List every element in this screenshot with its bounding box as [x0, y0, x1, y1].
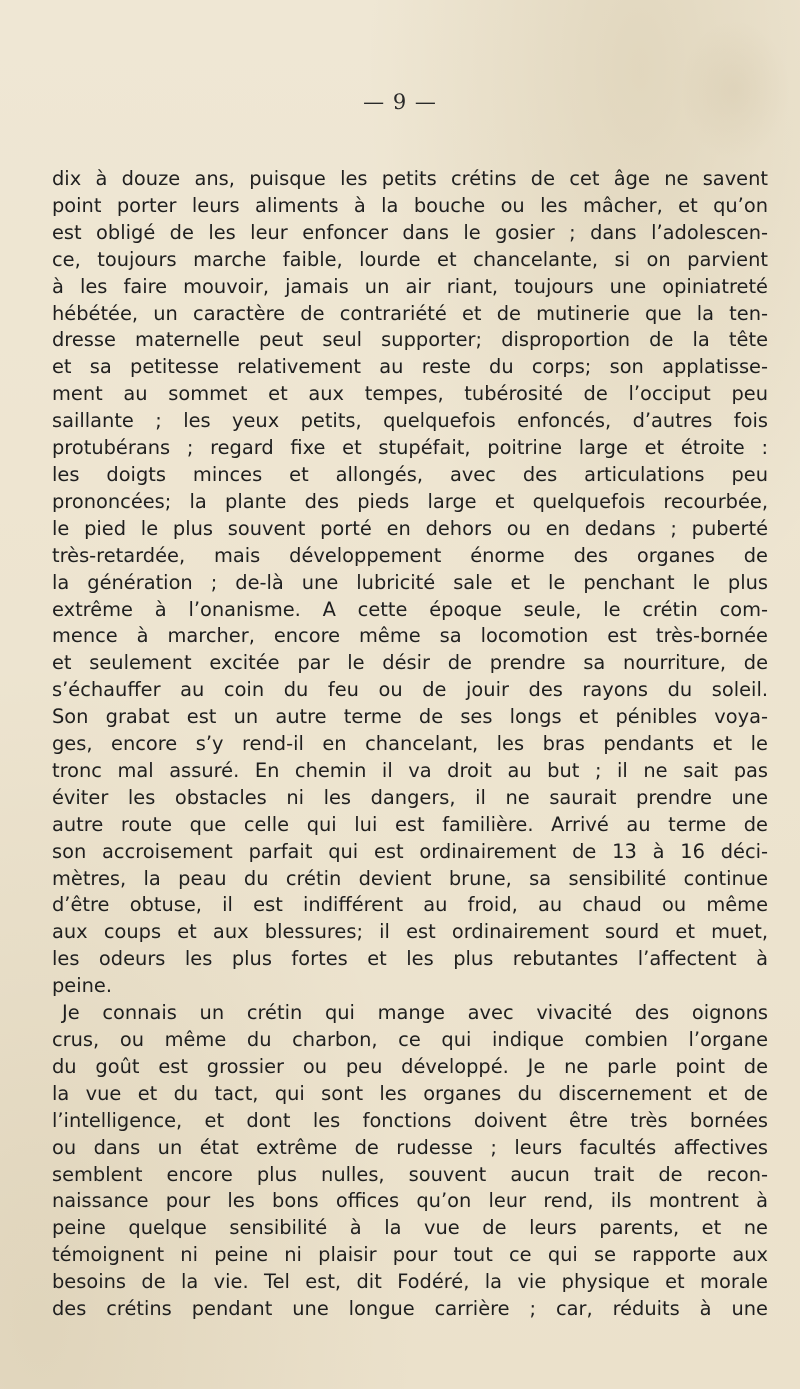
text-line: la vue et du tact, qui sont les organes du discernement et de [52, 1081, 768, 1105]
text-line: ment au sommet et aux tempes, tubérosité de l’occiput peu [52, 382, 768, 406]
text-line: son accroisement parfait qui est ordinairement de 13 à 16 déci- [52, 839, 768, 863]
text-line: témoignent ni peine ni plaisir pour tout ce qui se rapporte aux [52, 1243, 768, 1267]
text-line: la génération ; de-là une lubricité sale et le penchant le plus [52, 570, 768, 594]
text-line: d’être obtuse, il est indifférent au froid, au chaud ou même [52, 893, 768, 917]
text-line: et seulement excitée par le désir de prendre sa nourriture, de [52, 651, 768, 675]
text-line: peine. [52, 974, 113, 998]
text-line: protubérans ; regard fixe et stupéfait, poitrine large et étroite : [52, 436, 768, 460]
text-line: à les faire mouvoir, jamais un air riant, toujours une opiniatreté [52, 274, 768, 298]
text-line: saillante ; les yeux petits, quelquefois enfoncés, d’autres fois [52, 409, 768, 433]
text-line: prononcées; la plante des pieds large et quelquefois recourbée, [52, 489, 768, 513]
text-line: l’intelligence, et dont les fonctions doivent être très bornées [52, 1108, 768, 1132]
text-line: et sa petitesse relativement au reste du corps; son applatisse- [52, 355, 768, 379]
text-line: ges, encore s’y rend-il en chancelant, les bras pendants et le [52, 732, 768, 756]
text-line: des crétins pendant une longue carrière ; car, réduits à une [52, 1297, 768, 1321]
text-line: Son grabat est un autre terme de ses longs et pénibles voya- [52, 705, 768, 729]
text-line: point porter leurs aliments à la bouche ou les mâcher, et qu’on [52, 193, 768, 217]
text-line: dix à douze ans, puisque les petits crétins de cet âge ne savent [52, 167, 768, 190]
text-line: ce, toujours marche faible, lourde et chancelante, si on parvient [52, 247, 768, 271]
body-text [52, 166, 768, 1323]
text-line: ou dans un état extrême de rudesse ; leurs facultés affectives [52, 1135, 768, 1159]
text-line: Je connais un crétin qui mange avec vivacité des oignons [62, 1001, 768, 1025]
text-line: extrême à l’onanisme. A cette époque seule, le crétin com- [52, 597, 768, 621]
text-line: aux coups et aux blessures; il est ordinairement sourd et muet, [52, 920, 768, 944]
text-line: est obligé de les leur enfoncer dans le gosier ; dans l’adolescen- [52, 220, 768, 244]
text-line: les doigts minces et allongés, avec des articulations peu [52, 462, 768, 486]
text-line: crus, ou même du charbon, ce qui indique combien l’organe [52, 1028, 768, 1051]
text-line: les odeurs les plus fortes et les plus rebutantes l’affectent à [52, 947, 768, 971]
text-line: dresse maternelle peut seul supporter; disproportion de la tête [52, 328, 768, 352]
paragraph-1 [52, 166, 768, 1000]
text-line: s’échauffer au coin du feu ou de jouir des rayons du soleil. [52, 678, 768, 702]
text-line: peine quelque sensibilité à la vue de leurs parents, et ne [52, 1216, 768, 1240]
paragraph-2 [52, 1000, 768, 1323]
text-line: naissance pour les bons offices qu’on leur rend, ils montrent à [52, 1189, 768, 1213]
text-line: très-retardée, mais développement énorme des organes de [52, 543, 768, 567]
text-line: hébétée, un caractère de contrariété et de mutinerie que la ten- [52, 301, 768, 325]
page-number: — 9 — [363, 90, 437, 114]
text-line: éviter les obstacles ni les dangers, il ne saurait prendre une [52, 785, 768, 809]
text-line: du goût est grossier ou peu développé. Je ne parle point de [52, 1054, 768, 1078]
text-line: semblent encore plus nulles, souvent aucun trait de recon- [52, 1162, 768, 1186]
text-line: le pied le plus souvent porté en dehors ou en dedans ; puberté [52, 516, 768, 540]
text-line: tronc mal assuré. En chemin il va droit au but ; il ne sait pas [52, 758, 768, 782]
text-line: autre route que celle qui lui est familière. Arrivé au terme de [52, 812, 768, 836]
text-line: mètres, la peau du crétin devient brune, sa sensibilité continue [52, 866, 768, 890]
text-line: mence à marcher, encore même sa locomotion est très-bornée [52, 624, 768, 648]
text-line: besoins de la vie. Tel est, dit Fodéré, la vie physique et morale [52, 1270, 768, 1294]
